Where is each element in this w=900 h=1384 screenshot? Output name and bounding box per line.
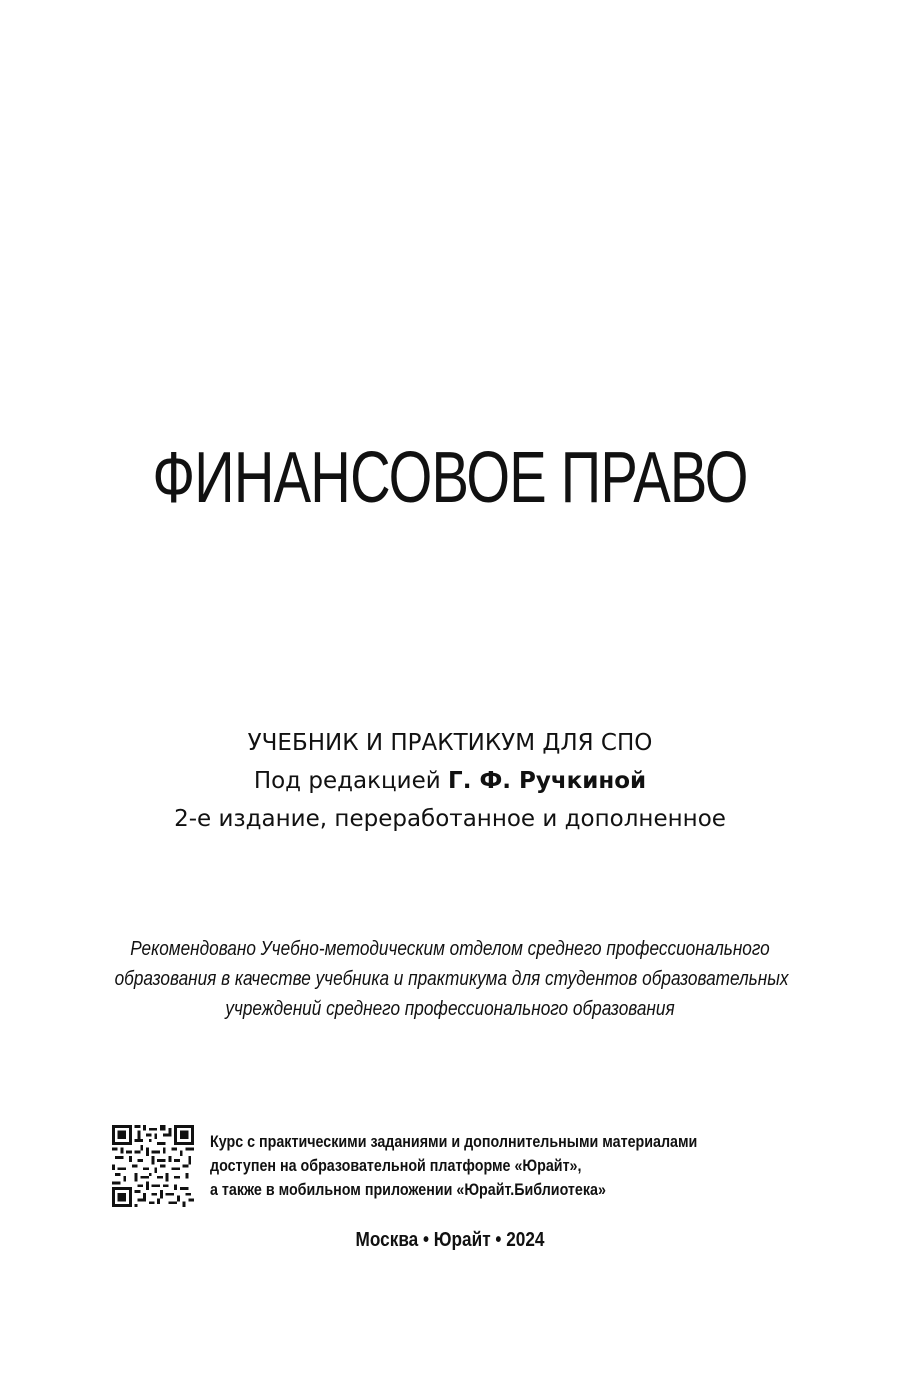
book-title: ФИНАНСОВОЕ ПРАВО [152, 438, 748, 518]
publication-type: УЧЕБНИК И ПРАКТИКУМ ДЛЯ СПО [247, 730, 653, 756]
editor-name: Г. Ф. Ручкиной [448, 768, 647, 794]
course-info-line: доступен на образовательной платформе «Юрайт», [210, 1156, 582, 1175]
course-info-line: а также в мобильном приложении «Юрайт.Библиотека» [210, 1180, 606, 1199]
subtitle-block [0, 724, 900, 838]
course-info [210, 1130, 790, 1202]
recommendation-line: учреждений среднего профессионального образования [225, 998, 675, 1020]
editor-line [0, 762, 900, 800]
course-info-line: Курс с практическими заданиями и дополнительными материалами [210, 1132, 698, 1151]
qr-code-icon[interactable] [112, 1125, 194, 1207]
recommendation-note [60, 934, 840, 1024]
edition-line: 2-е издание, переработанное и дополненное [174, 806, 726, 832]
editor-prefix: Под редакцией [253, 768, 441, 794]
recommendation-line: образования в качестве учебника и практикума для студентов образовательных [114, 968, 789, 990]
publisher-imprint: Москва • Юрайт • 2024 [355, 1229, 545, 1251]
recommendation-line: Рекомендовано Учебно-методическим отделом среднего профессионального [130, 938, 770, 960]
